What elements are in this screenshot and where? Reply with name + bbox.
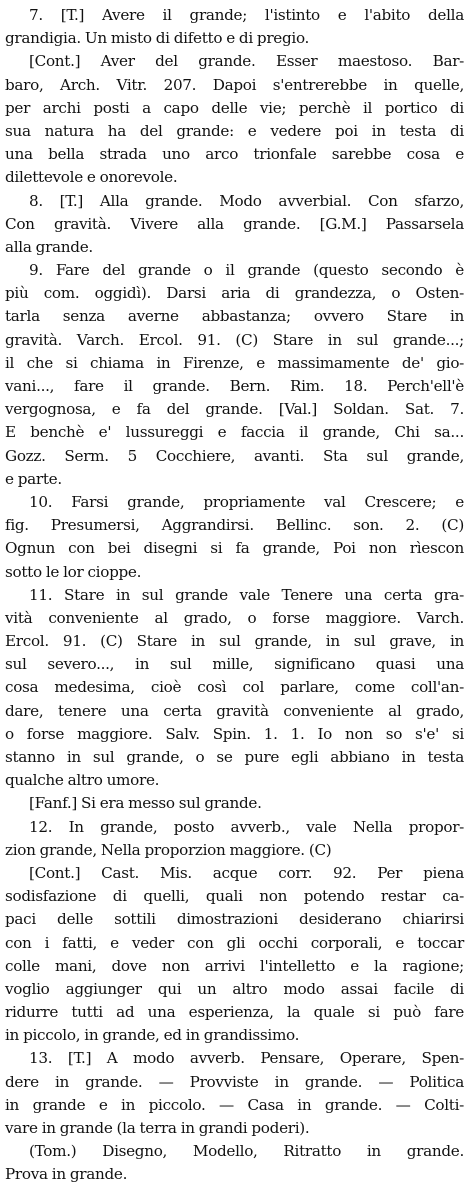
text-line: paci delle sottili dimostrazioni desiderano chiarirsi [5,910,464,929]
text-line: vare in grande (la terra in grandi poderi). [5,1119,310,1137]
text-line: colle mani, dove non arrivi l'intelletto e la ragione; [5,956,464,975]
text-line: Ercol. 91. (C) Stare in sul grande, in sul grave, in [5,632,464,651]
text-line: dare, tenere una certa gravità conveniente al grado, [5,701,464,720]
text-line: 11. Stare in sul grande vale Tenere una certa gra- [29,585,464,604]
text-line: voglio aggiunger qui un altro modo assai facile di [5,979,464,998]
dictionary-entry-text [5,4,464,1187]
text-line: 10. Farsi grande, propriamente val Crescere; e [29,492,464,511]
text-line: 7. [T.] Avere il grande; l'istinto e l'abito della [29,6,464,24]
text-line: o forse maggiore. Salv. Spin. 1. 1. Io non so s'e' si [5,724,464,743]
text-line: 12. In grande, posto avverb., vale Nella propor- [29,817,464,836]
text-line: con i fatti, e veder con gli occhi corporali, e toccar [5,933,464,952]
text-line: il che si chiama in Firenze, e massimamente de' gio- [5,353,464,372]
text-line: sodisfazione di quelli, quali non potendo restar ca- [5,887,464,906]
text-line: sua natura ha del grande: e vedere poi in testa di [5,121,464,140]
text-line: ridurre tutti ad una esperienza, la quale si può fare [5,1003,464,1022]
text-line: in piccolo, in grande, ed in grandissimo. [5,1026,300,1045]
text-line: cosa medesima, cioè così col parlare, come coll'an- [5,678,464,697]
text-line: fig. Presumersi, Aggrandirsi. Bellinc. son. 2. (C) [5,516,464,535]
text-line: qualche altro umore. [5,771,160,790]
text-line: dilettevole e onorevole. [5,168,178,187]
text-line: baro, Arch. Vitr. 207. Dapoi s'entrerebbe in quelle, [5,75,464,94]
text-line: gravità. Varch. Ercol. 91. (C) Stare in sul grande...; [5,330,464,349]
text-line: dere in grande. — Provviste in grande. — Politica [5,1072,464,1091]
text-line: (Tom.) Disegno, Modello, Ritratto in grande. [29,1142,464,1161]
text-line: zion grande, Nella proporzion maggiore. (C) [5,840,332,859]
text-line: e parte. [5,469,62,488]
text-line: [Cont.] Cast. Mis. acque corr. 92. Per piena [29,863,464,882]
text-line: 8. [T.] Alla grande. Modo avverbial. Con sfarzo, [29,191,464,210]
text-line: Gozz. Serm. 5 Cocchiere, avanti. Sta sul grande, [5,446,464,465]
text-line: sotto le lor cioppe. [5,562,142,581]
text-line: tarla senza averne abbastanza; ovvero Stare in [5,307,464,326]
text-line: Con gravità. Vivere alla grande. [G.M.] Passarsela [5,214,464,233]
text-line: Ognun con bei disegni si fa grande, Poi non rìescon [5,539,464,558]
text-line: stanno in sul grande, o se pure egli abbiano in testa [5,748,464,766]
text-line: vità conveniente al grado, o forse maggiore. Varch. [5,608,464,627]
text-line: alla grande. [5,237,93,256]
text-line: più com. oggidì). Darsi aria di grandezza, o Osten- [5,284,464,303]
text-line: in grande e in piccolo. — Casa in grande. — Colti- [5,1095,464,1114]
text-line: 13. [T.] A modo avverb. Pensare, Operare, Spen- [29,1049,464,1068]
text-line: per archi posti a capo delle vie; perchè il portico di [5,98,464,117]
text-line: una bella strada uno arco trionfale sarebbe cosa e [5,145,464,164]
text-line: vani..., fare il grande. Bern. Rim. 18. Perch'ell'è [5,377,464,395]
text-line: Prova in grande. [5,1165,128,1184]
text-line: grandigia. Un misto di difetto e di pregio. [5,29,310,48]
text-line: [Fanf.] Si era messo sul grande. [29,794,262,813]
text-line: vergognosa, e fa del grande. [Val.] Soldan. Sat. 7. [5,400,464,419]
text-line: [Cont.] Aver del grande. Esser maestoso. Bar- [29,52,464,71]
text-line: E benchè e' lussureggi e faccia il grande, Chi sa... [5,423,464,442]
text-line: 9. Fare del grande o il grande (questo secondo è [29,261,464,280]
text-line: sul severo..., in sul mille, significano quasi una [5,655,464,674]
